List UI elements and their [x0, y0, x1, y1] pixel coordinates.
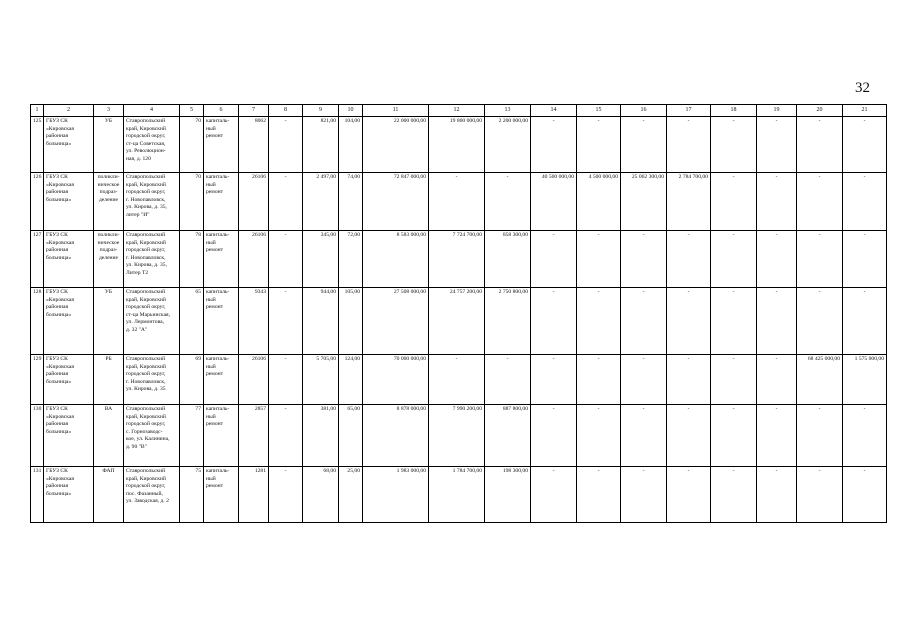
column-header: 1	[31, 105, 44, 117]
cell: 26106	[239, 355, 269, 405]
cell: 74,00	[339, 173, 363, 231]
cell: 104,00	[339, 117, 363, 173]
amount-cell: -	[797, 405, 843, 467]
amount-cell: -	[577, 231, 621, 288]
cell: 381,00	[303, 405, 339, 467]
column-header: 12	[429, 105, 485, 117]
amount-cell: -	[621, 467, 667, 523]
table-row	[31, 467, 887, 523]
column-header: 10	[339, 105, 363, 117]
amount-cell: -	[577, 117, 621, 173]
amount-cell: 887 800,00	[485, 405, 531, 467]
column-header: 15	[577, 105, 621, 117]
amount-cell: -	[429, 355, 485, 405]
amount-cell: -	[757, 355, 797, 405]
amount-cell: -	[711, 288, 757, 355]
address-cell: Ставропольский край, Кировский городской округ, г. Новопавловск, ул. Кирова, д. 35, Литер Т2	[124, 231, 180, 288]
amount-cell: 24 757 200,00	[429, 288, 485, 355]
page-number: 32	[855, 80, 870, 96]
row-number: 125	[31, 117, 44, 173]
amount-cell: 1 983 000,00	[363, 467, 429, 523]
amount-cell: -	[757, 173, 797, 231]
amount-cell: 72 847 000,00	[363, 173, 429, 231]
organization-cell: ГБУЗ СК «Кировская районная больница»	[44, 117, 94, 173]
amount-cell: -	[843, 117, 887, 173]
amount-cell: -	[667, 288, 711, 355]
amount-cell: 4 500 000,00	[577, 173, 621, 231]
amount-cell: -	[797, 173, 843, 231]
facility-type-cell: поликли- ническое подраз- деление	[94, 231, 124, 288]
cell: 26106	[239, 231, 269, 288]
work-type-cell: капиталь- ный ремонт	[204, 405, 239, 467]
column-header: 2	[44, 105, 94, 117]
amount-cell: -	[577, 467, 621, 523]
cell: 345,00	[303, 231, 339, 288]
column-header: 5	[180, 105, 204, 117]
address-cell: Ставропольский край, Кировский городской округ, г. Новопавловск, ул. Кирова, д. 35	[124, 355, 180, 405]
table-row	[31, 231, 887, 288]
cell: 821,00	[303, 117, 339, 173]
cell: -	[269, 173, 303, 231]
amount-cell: 2 784 700,00	[667, 173, 711, 231]
cell: 69	[180, 355, 204, 405]
amount-cell: 40 500 000,00	[531, 173, 577, 231]
cell: -	[269, 355, 303, 405]
amount-cell: -	[757, 288, 797, 355]
cell: 1281	[239, 467, 269, 523]
facility-type-cell: ФАП	[94, 467, 124, 523]
row-number: 128	[31, 288, 44, 355]
amount-cell: -	[621, 288, 667, 355]
amount-cell: 858 300,00	[485, 231, 531, 288]
cell: -	[269, 231, 303, 288]
amount-cell: -	[621, 231, 667, 288]
address-cell: Ставропольский край, Кировский городской округ, ст-ца Марьинская, ул. Лермонтова, д. 32 "А"	[124, 288, 180, 355]
cell: 70	[180, 173, 204, 231]
amount-cell: -	[531, 467, 577, 523]
cell: 2857	[239, 405, 269, 467]
amount-cell: 8 878 000,00	[363, 405, 429, 467]
work-type-cell: капиталь- ный ремонт	[204, 173, 239, 231]
column-header: 9	[303, 105, 339, 117]
column-header: 11	[363, 105, 429, 117]
cell: 2 497,00	[303, 173, 339, 231]
amount-cell: -	[667, 405, 711, 467]
cell: 75	[180, 467, 204, 523]
amount-cell: -	[843, 231, 887, 288]
row-number: 129	[31, 355, 44, 405]
amount-cell: -	[667, 117, 711, 173]
cell: -	[269, 405, 303, 467]
amount-cell: -	[577, 355, 621, 405]
organization-cell: ГБУЗ СК «Кировская районная больница»	[44, 355, 94, 405]
table-row	[31, 117, 887, 173]
amount-cell: -	[531, 288, 577, 355]
amount-cell: 1 784 700,00	[429, 467, 485, 523]
column-header: 21	[843, 105, 887, 117]
amount-cell: 198 300,00	[485, 467, 531, 523]
cell: 68,00	[303, 467, 339, 523]
cell: -	[269, 467, 303, 523]
amount-cell: -	[711, 231, 757, 288]
row-number: 131	[31, 467, 44, 523]
cell: 65	[180, 288, 204, 355]
cell: 70	[180, 117, 204, 173]
amount-cell: -	[531, 117, 577, 173]
cell: 8062	[239, 117, 269, 173]
column-header: 13	[485, 105, 531, 117]
amount-cell: -	[711, 355, 757, 405]
cell: 124,00	[339, 355, 363, 405]
amount-cell: -	[711, 467, 757, 523]
amount-cell: 27 508 000,00	[363, 288, 429, 355]
cell: 65,00	[339, 405, 363, 467]
cell: 944,00	[303, 288, 339, 355]
column-header: 8	[269, 105, 303, 117]
amount-cell: -	[797, 467, 843, 523]
organization-cell: ГБУЗ СК «Кировская районная больница»	[44, 231, 94, 288]
amount-cell: -	[711, 117, 757, 173]
amount-cell: 25 062 300,00	[621, 173, 667, 231]
column-header: 16	[621, 105, 667, 117]
column-header: 3	[94, 105, 124, 117]
amount-cell: -	[531, 405, 577, 467]
cell: 105,00	[339, 288, 363, 355]
column-header: 4	[124, 105, 180, 117]
amount-cell: -	[485, 173, 531, 231]
table-row	[31, 405, 887, 467]
data-table	[30, 104, 887, 523]
facility-type-cell: поликли- ническое подраз- деление	[94, 173, 124, 231]
amount-cell: 70 000 000,00	[363, 355, 429, 405]
column-header: 7	[239, 105, 269, 117]
amount-cell: -	[485, 355, 531, 405]
amount-cell: -	[757, 231, 797, 288]
column-header: 18	[711, 105, 757, 117]
amount-cell: 2 200 000,00	[485, 117, 531, 173]
amount-cell: -	[797, 288, 843, 355]
amount-cell: -	[531, 231, 577, 288]
table-row	[31, 173, 887, 231]
cell: 5 705,00	[303, 355, 339, 405]
facility-type-cell: УБ	[94, 288, 124, 355]
amount-cell: -	[531, 355, 577, 405]
amount-cell: -	[797, 117, 843, 173]
organization-cell: ГБУЗ СК «Кировская районная больница»	[44, 173, 94, 231]
amount-cell: -	[797, 231, 843, 288]
column-header: 20	[797, 105, 843, 117]
amount-cell: -	[711, 405, 757, 467]
amount-cell: -	[429, 173, 485, 231]
work-type-cell: капиталь- ный ремонт	[204, 117, 239, 173]
amount-cell: 68 425 000,00	[797, 355, 843, 405]
organization-cell: ГБУЗ СК «Кировская районная больница»	[44, 467, 94, 523]
work-type-cell: капиталь- ный ремонт	[204, 355, 239, 405]
header-row	[31, 105, 887, 117]
row-number: 127	[31, 231, 44, 288]
amount-cell: -	[621, 405, 667, 467]
work-type-cell: капиталь- ный ремонт	[204, 467, 239, 523]
amount-cell: -	[667, 231, 711, 288]
amount-cell: -	[577, 288, 621, 355]
amount-cell: 7 990 200,00	[429, 405, 485, 467]
amount-cell: -	[711, 173, 757, 231]
facility-type-cell: РБ	[94, 355, 124, 405]
cell: 25,00	[339, 467, 363, 523]
amount-cell: 2 750 800,00	[485, 288, 531, 355]
amount-cell: -	[757, 467, 797, 523]
amount-cell: -	[577, 405, 621, 467]
column-header: 19	[757, 105, 797, 117]
facility-type-cell: ВА	[94, 405, 124, 467]
amount-cell: 22 000 000,00	[363, 117, 429, 173]
organization-cell: ГБУЗ СК «Кировская районная больница»	[44, 405, 94, 467]
work-type-cell: капиталь- ный ремонт	[204, 288, 239, 355]
address-cell: Ставропольский край, Кировский городской округ, с. Горнозаводс- кое, ул. Калинина, д. 90 "В"	[124, 405, 180, 467]
amount-cell: -	[843, 288, 887, 355]
cell: 72,00	[339, 231, 363, 288]
table-body	[31, 117, 887, 523]
amount-cell: 19 800 000,00	[429, 117, 485, 173]
amount-cell: 7 724 700,00	[429, 231, 485, 288]
cell: -	[269, 288, 303, 355]
amount-cell: -	[621, 117, 667, 173]
table-row	[31, 355, 887, 405]
cell: 26106	[239, 173, 269, 231]
cell: 78	[180, 231, 204, 288]
column-header: 14	[531, 105, 577, 117]
column-header: 6	[204, 105, 239, 117]
cell: 77	[180, 405, 204, 467]
address-cell: Ставропольский край, Кировский городской округ, пос. Фазанный, ул. Заводская, д. 2	[124, 467, 180, 523]
table-row	[31, 288, 887, 355]
organization-cell: ГБУЗ СК «Кировская районная больница»	[44, 288, 94, 355]
amount-cell: -	[667, 355, 711, 405]
cell: 9343	[239, 288, 269, 355]
row-number: 126	[31, 173, 44, 231]
amount-cell: 1 575 000,00	[843, 355, 887, 405]
address-cell: Ставропольский край, Кировский городской округ, г. Новопавловск, ул. Кирова, д. 35, литер "И"	[124, 173, 180, 231]
amount-cell: -	[843, 173, 887, 231]
work-type-cell: капиталь- ный ремонт	[204, 231, 239, 288]
amount-cell: -	[757, 117, 797, 173]
amount-cell: -	[843, 405, 887, 467]
amount-cell: -	[621, 355, 667, 405]
cell: -	[269, 117, 303, 173]
amount-cell: -	[667, 467, 711, 523]
amount-cell: 8 583 000,00	[363, 231, 429, 288]
amount-cell: -	[843, 467, 887, 523]
row-number: 130	[31, 405, 44, 467]
amount-cell: -	[757, 405, 797, 467]
facility-type-cell: УБ	[94, 117, 124, 173]
column-header: 17	[667, 105, 711, 117]
address-cell: Ставропольский край, Кировский городской округ, ст-ца Советская, ул. Революцион- ная, д. 120	[124, 117, 180, 173]
